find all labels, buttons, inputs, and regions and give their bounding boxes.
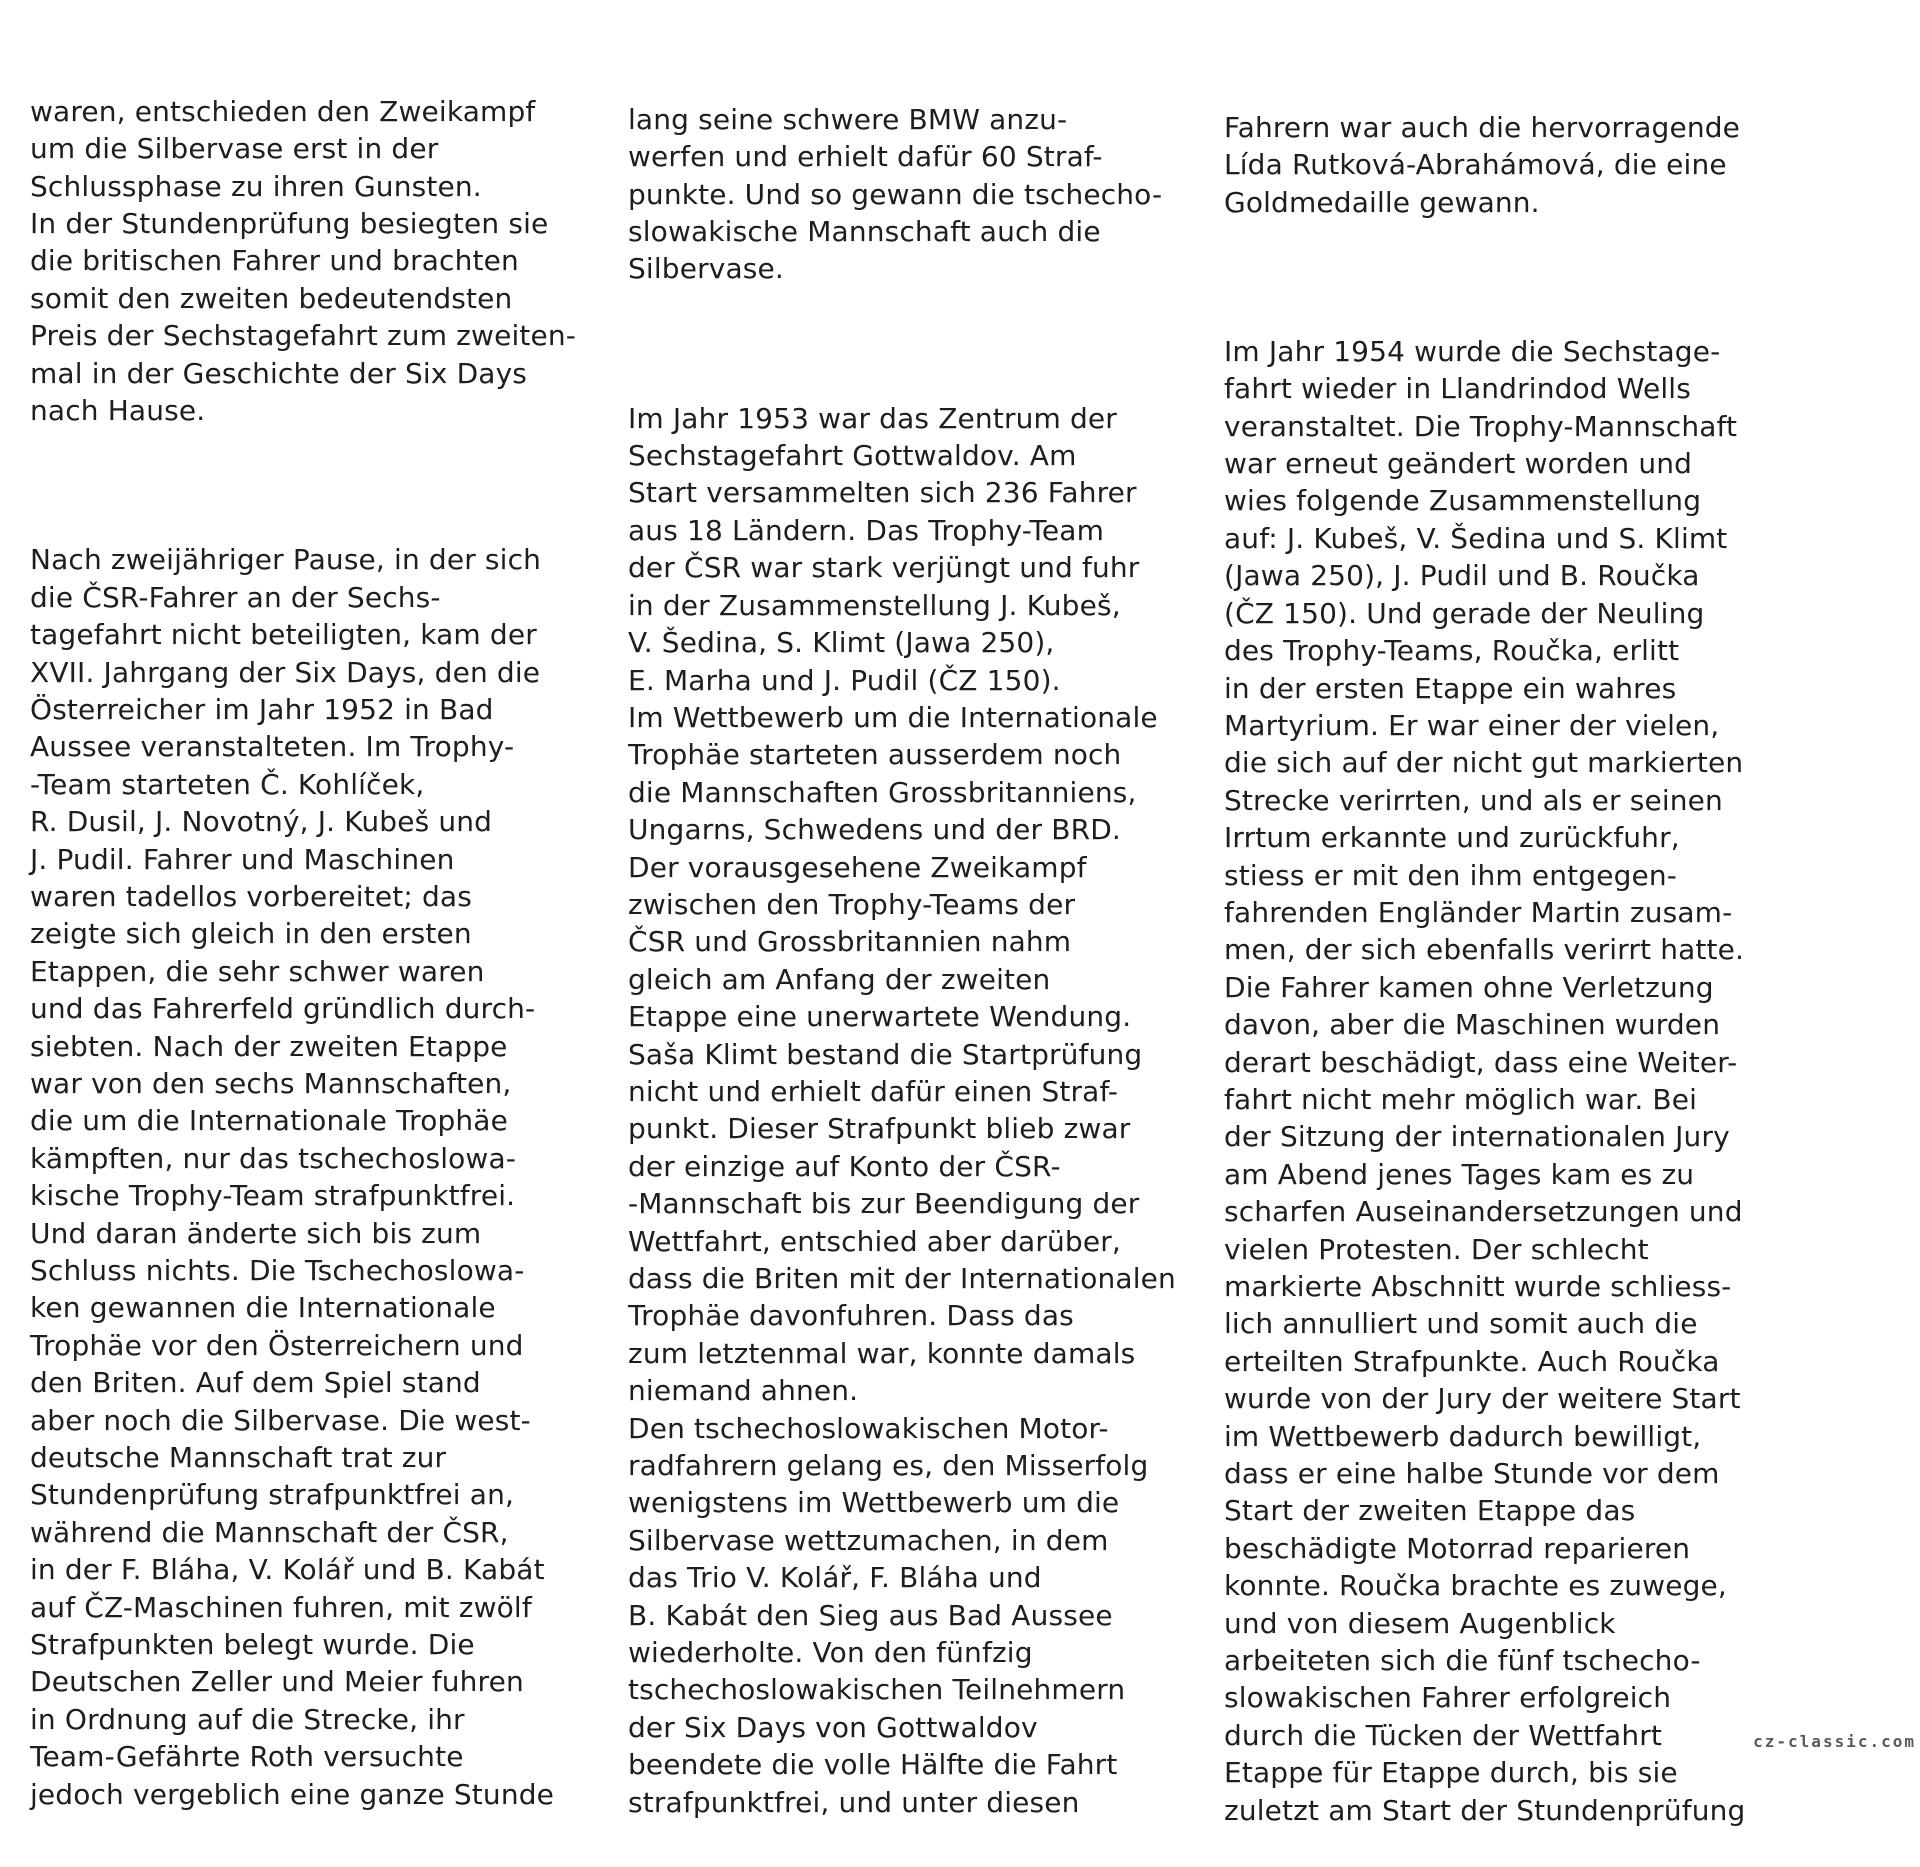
paragraph: Fahrern war auch die hervorragende Lída Rutková-Abrahámová, die eine Goldmedaille gewann. (1224, 110, 1741, 219)
text-column-1 (30, 18, 576, 1851)
text-column-2 (628, 26, 1176, 1859)
paragraph: Nach zweijähriger Pause, in der sich die ČSR-Fahrer an der Sechs- tagefahrt nicht beteiligten, kam der XVII. Jahrgang der Six Days, den die Österreicher im Jahr 1952 in Bad Aussee veranstalteten. Im Trophy- -Team starteten Č. Kohlíček, R. Dusil, J. Novotný, J. Kubeš und J. Pudil. Fahrer und Maschinen waren tadellos vorbereitet; das zeigte sich gleich in den ersten Etappen, die sehr schwer waren und das Fahrerfeld gründlich durch- siebten. Nach der zweiten Etappe war von den sechs Mannschaften, die um die Internationale Trophäe kämpften, nur das tschechoslowa- kische Trophy-Team strafpunktfrei. Und daran änderte sich bis zum Schluss nichts. Die Tschechoslowa- ken gewannen die Internationale Trophäe vor den Österreichern und den Briten. Auf dem Spiel stand aber noch die Silbervase. Die west- deutsche Mannschaft trat zur Stundenprüfung strafpunktfrei an, während die Mannschaft der ČSR, in der F. Bláha, V. Kolář und B. Kabát auf ČZ-Maschinen fuhren, mit zwölf Strafpunkten belegt wurde. Die Deutschen Zeller und Meier fuhren in Ordnung auf die Strecke, ihr Team-Gefährte Roth versuchte jedoch vergeblich eine ganze Stunde (30, 543, 555, 1811)
watermark: cz-classic.com (1753, 1732, 1916, 1751)
text-column-3 (1224, 34, 1745, 1867)
paragraph: waren, entschieden den Zweikampf um die Silbervase erst in der Schlussphase zu ihren Gunsten. In der Stundenprüfung besiegten sie die britischen Fahrer und brachten somit den zweiten bedeutendsten Preis der Sechstagefahrt zum zweiten- mal in der Geschichte der Six Days nach Hause. (30, 94, 577, 428)
paragraph: Im Jahr 1954 wurde die Sechstage- fahrt wieder in Llandrindod Wells veranstaltet. Die Trophy-Mannschaft war erneut geändert worden und wies folgende Zusammenstellung auf: J. Kubeš, V. Šedina und S. Klimt (Jawa 250), J. Pudil und B. Roučka (ČZ 150). Und gerade der Neuling des Trophy-Teams, Roučka, erlitt in der ersten Etappe ein wahres Martyrium. Er war einer der vielen, die sich auf der nicht gut markierten Strecke verirrten, und als er seinen Irrtum erkannte und zurückfuhr, stiess er mit den ihm entgegen- fahrenden Engländer Martin zusam- men, der sich ebenfalls verirrt hatte. Die Fahrer kamen ohne Verletzung davon, aber die Maschinen wurden derart beschädigt, dass eine Weiter- fahrt nicht mehr möglich war. Bei der Sitzung der internationalen Jury am Abend jenes Tages kam es zu scharfen Auseinandersetzungen und vielen Protesten. Der schlecht markierte Abschnitt wurde schliess- lich annulliert und somit auch die erteilten Strafpunkte. Auch Roučka wurde von der Jury der weitere Start im Wettbewerb dadurch bewilligt, dass er eine halbe Stunde vor dem Start der zweiten Etappe das beschädigte Motorrad reparieren konnte. Roučka brachte es zuwege, und von diesem Augenblick arbeiteten sich die fünf tschecho- slowakischen Fahrer erfolgreich durch die Tücken der Wettfahrt Etappe für Etappe durch, bis sie zuletzt am Start der Stundenprüfung (1224, 334, 1746, 1827)
paragraph: Im Jahr 1953 war das Zentrum der Sechstagefahrt Gottwaldov. Am Start versammelten sich 236 Fahrer aus 18 Ländern. Das Trophy-Team der ČSR war stark verjüngt und fuhr in der Zusammenstellung J. Kubeš, V. Šedina, S. Klimt (Jawa 250), E. Marha und J. Pudil (ČZ 150). Im Wettbewerb um die Internationale Trophäe starteten ausserdem noch die Mannschaften Grossbritanniens, Ungarns, Schwedens und der BRD. Der vorausgesehene Zweikampf zwischen den Trophy-Teams der ČSR und Grossbritannien nahm gleich am Anfang der zweiten Etappe eine unerwartete Wendung. Saša Klimt bestand die Startprüfung nicht und erhielt dafür einen Straf- punkt. Dieser Strafpunkt blieb zwar der einzige auf Konto der ČSR- -Mannschaft bis zur Beendigung der Wettfahrt, entschied aber darüber, dass die Briten mit der Internationalen Trophäe davonfuhren. Dass das zum letztenmal war, konnte damals niemand ahnen. Den tschechoslowakischen Motor- radfahrern gelang es, den Misserfolg wenigstens im Wettbewerb um die Silbervase wettzumachen, in dem das Trio V. Kolář, F. Bláha und B. Kabát den Sieg aus Bad Aussee wiederholte. Von den fünfzig tschechoslowakischen Teilnehmern der Six Days von Gottwaldov beendete die volle Hälfte die Fahrt strafpunktfrei, und unter diesen (628, 401, 1176, 1819)
paragraph: lang seine schwere BMW anzu- werfen und erhielt dafür 60 Straf- punkte. Und so gewann die tschecho- slowakische Mannschaft auch die Silbervase. (628, 102, 1163, 286)
